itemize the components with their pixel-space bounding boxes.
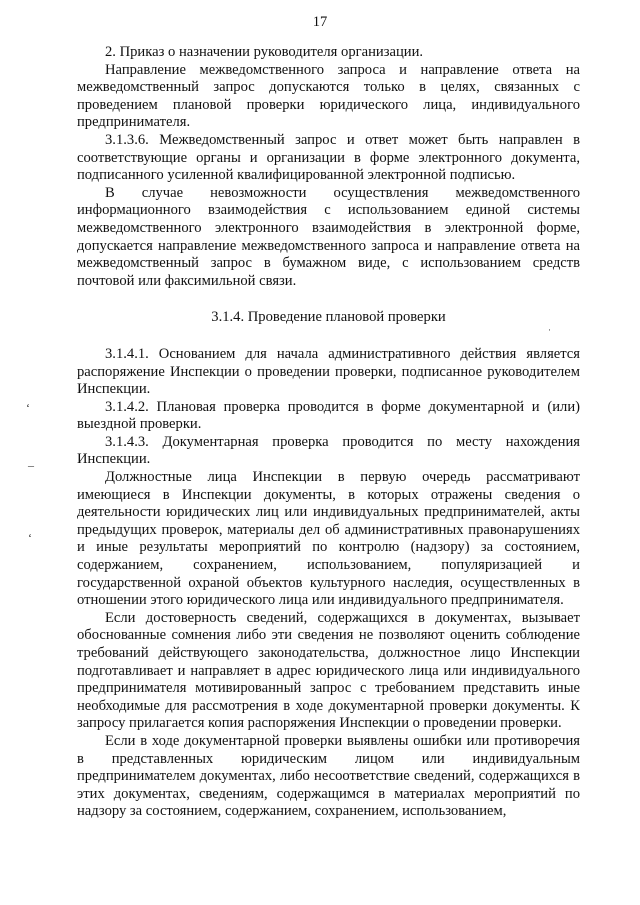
paragraph-paper-form-request: В случае невозможности осуществления межведомственного информационного взаимодействия с использованием единой системы межведомственного электронного взаимодействия в электронной форме, допускается направление межведомственного запроса и направление ответа на межведомственный запрос в бумажном виде, с использованием средств почтовой или факсимильной связи. <box>77 184 580 289</box>
scan-mark: – <box>28 458 34 472</box>
paragraph-3-1-4-3: 3.1.4.3. Документарная проверка проводится по месту нахождения Инспекции. <box>77 433 580 468</box>
paragraph-errors-found: Если в ходе документарной проверки выявлены ошибки или противоречия в представленных юридическим лицом или индивидуальным предпринимателем документах, либо несоответствие сведений, содержащихся в этих документах, сведениям, содержащимся в материалах мероприятий по надзору за состоянием, содержанием, сохранением, использованием, <box>77 732 580 820</box>
paragraph-3-1-4-1: 3.1.4.1. Основанием для начала административного действия является распоряжение Инспекции о проведении проверки, подписанное руководителем Инспекции. <box>77 345 580 398</box>
paragraph-order-item: 2. Приказ о назначении руководителя организации. <box>105 44 424 60</box>
scan-mark: ‘ <box>28 531 32 545</box>
paragraph-3-1-3-6: 3.1.3.6. Межведомственный запрос и ответ может быть направлен в соответствующие органы и организации в форме электронного документа, подписанного усиленной квалифицированной электронной подписью. <box>77 131 580 184</box>
section-heading: 3.1.4. Проведение плановой проверки <box>211 309 446 326</box>
document-body <box>77 44 580 821</box>
paragraph-3-1-4-2: 3.1.4.2. Плановая проверка проводится в форме документарной и (или) выездной проверки. <box>77 398 580 433</box>
paragraph-reliability-doubts: Если достоверность сведений, содержащихся в документах, вызывает обоснованные сомнения либо эти сведения не позволяют оценить соблюдение требований действующего законодательства, должностное лицо Инспекции подготавливает и направляет в адрес юридического лица или индивидуального предпринимателя мотивированный запрос с требованием представить иные необходимые для рассмотрения в ходе документарной проверки документы. К запросу прилагается копия распоряжения Инспекции о проведении проверки. <box>77 609 580 732</box>
paragraph-officials-review: Должностные лица Инспекции в первую очередь рассматривают имеющиеся в Инспекции документы, в которых отражены сведения о деятельности юридических лиц или индивидуальных предпринимателей, акты предыдущих проверок, материалы дел об административных правонарушениях и иные результаты мероприятий по контролю (надзору) за состоянием, содержанием, сохранением, использованием, популяризацией и государственной охраной объектов культурного наследия, осуществленных в отношении этого юридического лица или индивидуального предпринимателя. <box>77 469 580 609</box>
scan-mark: ‘ <box>26 401 30 415</box>
paragraph-interagency-request-purpose: Направление межведомственного запроса и направление ответа на межведомственный запрос допускаются только в целях, связанных с проведением плановой проверки юридического лица, индивидуального предпринимателя. <box>77 61 580 131</box>
scan-mark: · <box>548 325 551 335</box>
page-number: 17 <box>312 14 328 30</box>
